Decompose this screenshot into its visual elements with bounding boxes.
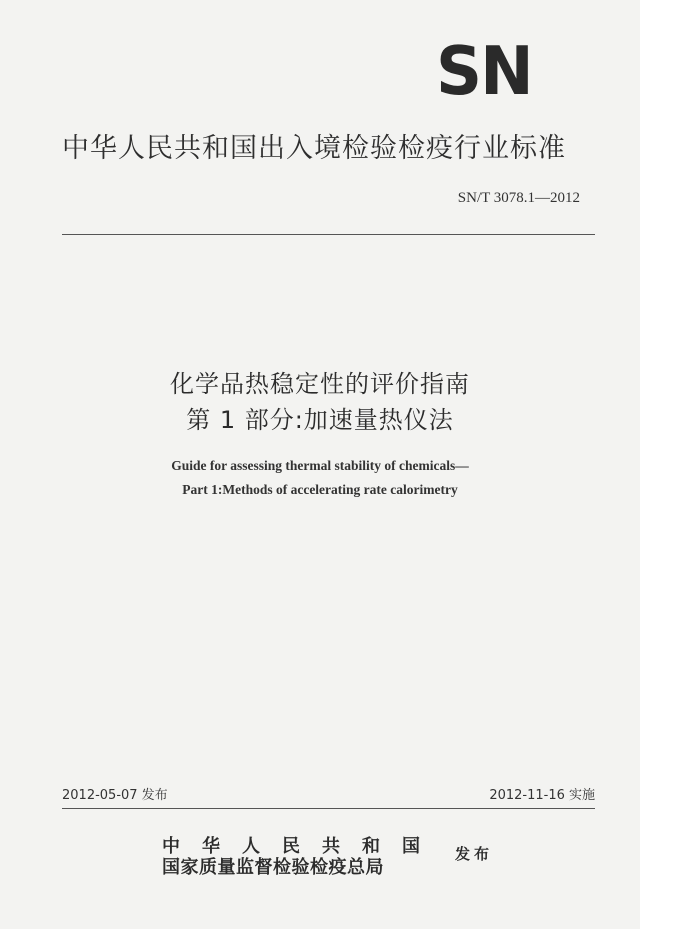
title-cn-line1: 化学品热稳定性的评价指南 bbox=[170, 370, 470, 398]
title-en-line2: Part 1:Methods of accelerating rate calorimetry bbox=[182, 482, 458, 497]
issuer-action: 发布 bbox=[455, 845, 494, 863]
sn-logo: SN bbox=[436, 33, 532, 111]
title-en-line1: Guide for assessing thermal stability of chemicals— bbox=[171, 458, 469, 473]
implementation-date: 2012-11-16 实施 bbox=[489, 788, 595, 803]
title-cn-line2: 第 1 部分:加速量热仪法 bbox=[186, 406, 454, 434]
top-divider bbox=[62, 234, 595, 235]
issuer-line2: 国家质量监督检验检疫总局 bbox=[162, 857, 384, 878]
org-title: 中华人民共和国出入境检验检疫行业标准 bbox=[62, 133, 566, 164]
standard-number: SN/T 3078.1—2012 bbox=[457, 190, 580, 206]
issue-date: 2012-05-07 发布 bbox=[62, 788, 168, 803]
issuer-line1: 中华人民共和国 bbox=[162, 836, 442, 857]
page-margin bbox=[640, 0, 700, 929]
bottom-divider bbox=[62, 808, 595, 809]
